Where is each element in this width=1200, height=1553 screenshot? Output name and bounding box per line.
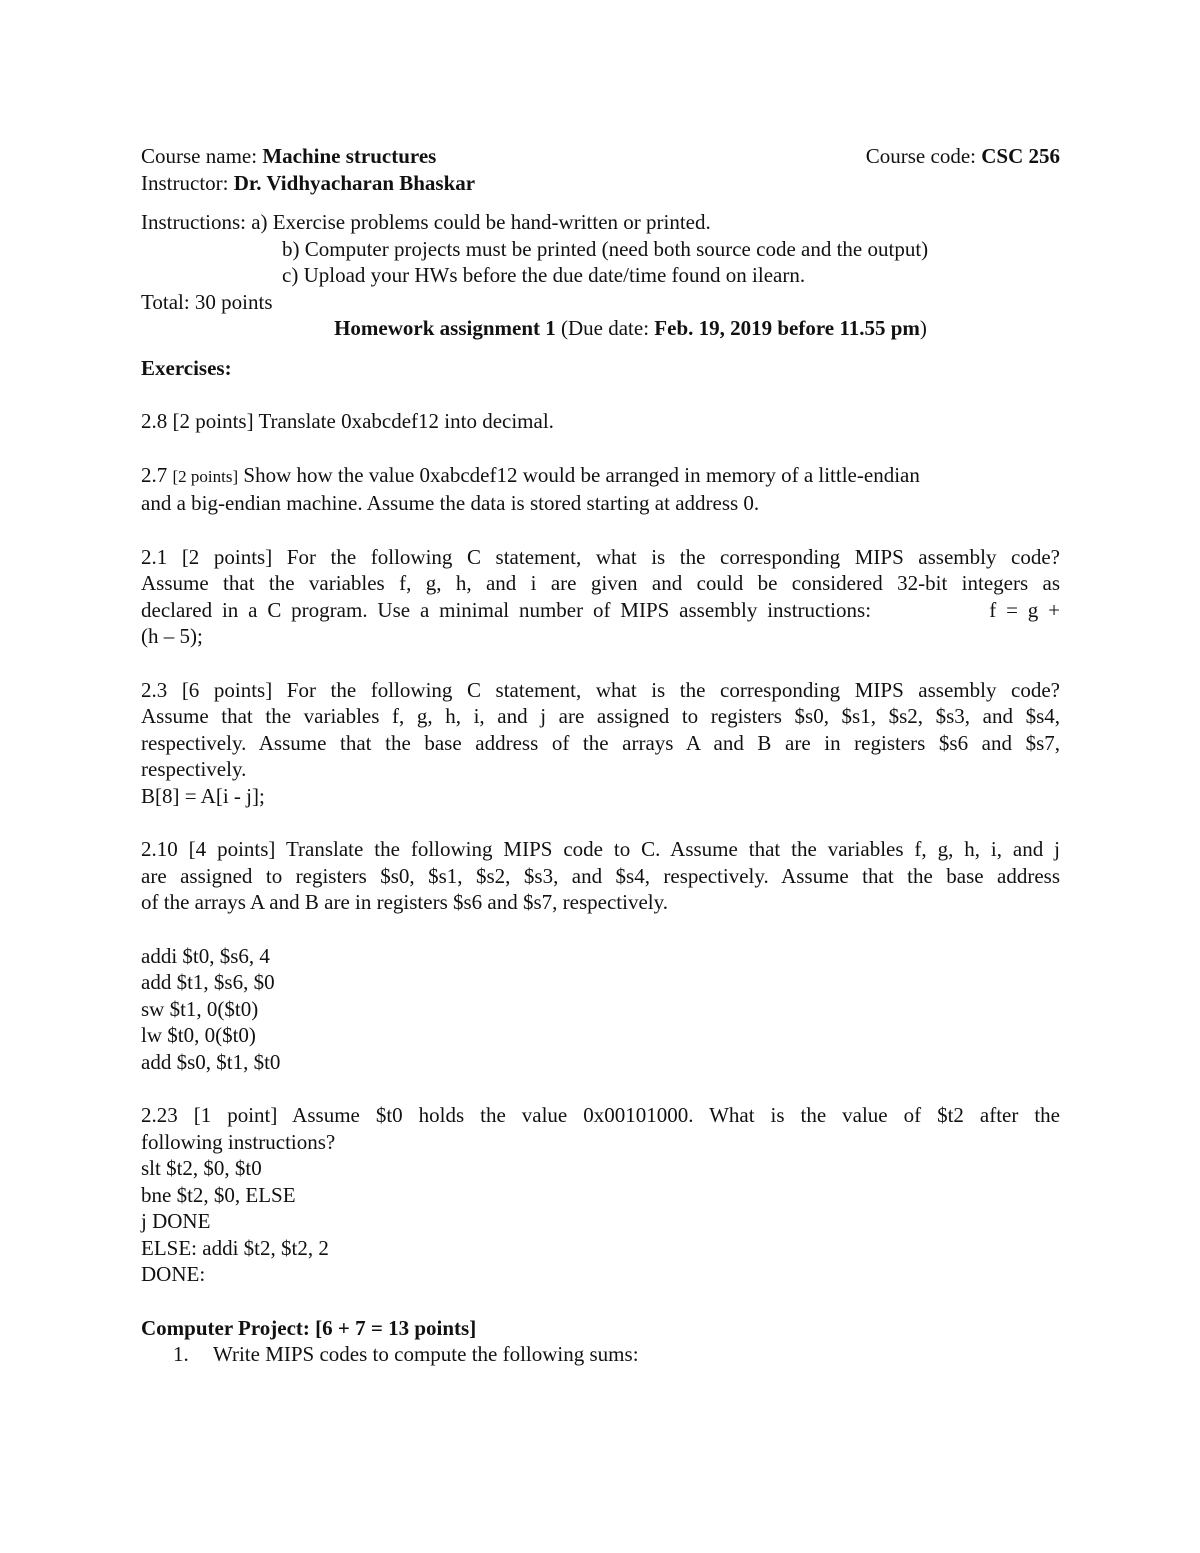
list-item [141, 1341, 1060, 1368]
course-header-row [141, 143, 1060, 170]
list-item-text: Write MIPS codes to compute the following sums: [213, 1342, 639, 1366]
due-date-value: Feb. 19, 2019 before 11.55 pm [654, 316, 920, 340]
exercise-2-1-line1: 2.1 [2 points] For the following C statement, what is the corresponding MIPS assembly code? [141, 544, 1060, 569]
code-line: add $s0, $t1, $t0 [141, 1049, 281, 1074]
course-name [141, 143, 436, 170]
code-line: addi $t0, $s6, 4 [141, 943, 270, 968]
instructor-value: Dr. Vidhyacharan Bhaskar [233, 170, 476, 195]
code-line: sw $t1, 0($t0) [141, 996, 259, 1021]
exercise-2-23-line1: 2.23 [1 point] Assume $t0 holds the value 0x00101000. What is the value of $t2 after the [141, 1103, 1060, 1127]
exercise-2-3-line4: respectively. [141, 757, 247, 781]
due-date-close: ) [919, 316, 927, 340]
exercise-2-1-line3: declared in a C program. Use a minimal number of MIPS assembly instructions: f = g + [141, 597, 1060, 622]
total-points: Total: 30 points [141, 289, 273, 314]
assignment-title-main: Homework assignment 1 [334, 316, 556, 340]
exercise-2-10-line1: 2.10 [4 points] Translate the following MIPS code to C. Assume that the variables f, g, h, i, and j [141, 837, 1060, 861]
course-name-value: Machine structures [262, 144, 437, 168]
instruction-c: c) Upload your HWs before the due date/time found on ilearn. [282, 263, 806, 287]
document-page [141, 143, 1060, 1368]
exercise-2-7-line2: and a big-endian machine. Assume the data is stored starting at address 0. [141, 491, 760, 515]
code-line: bne $t2, $0, ELSE [141, 1182, 296, 1207]
exercise-2-7-text: Show how the value 0xabcdef12 would be arranged in memory of a little-endian [238, 462, 920, 487]
code-line: lw $t0, 0($t0) [141, 1023, 256, 1047]
list-item-number: 1. [173, 1342, 189, 1366]
computer-project-points: [6 + 7 = 13 points] [315, 1315, 477, 1340]
exercise-2-3-line1: 2.3 [6 points] For the following C statement, what is the corresponding MIPS assembly code? [141, 677, 1060, 702]
exercise-2-23 [141, 1102, 1060, 1288]
course-code-value: CSC 256 [981, 144, 1060, 168]
instruction-a: Instructions: a) Exercise problems could be hand-written or printed. [141, 210, 711, 234]
code-line: DONE: [141, 1262, 206, 1286]
exercise-2-23-line2: following instructions? [141, 1129, 336, 1154]
exercise-2-1-line2: Assume that the variables f, g, h, and i are given and could be considered 32-bit integers as [141, 571, 1060, 595]
exercise-2-3-line3: respectively. Assume that the base address of the arrays A and B are in registers $s6 and $s7, [141, 730, 1060, 755]
exercise-2-7-number: 2.7 [141, 462, 173, 487]
exercise-2-1-line4: (h – 5); [141, 624, 203, 648]
code-line: slt $t2, $0, $t0 [141, 1156, 262, 1180]
exercise-2-3-line2: Assume that the variables f, g, h, i, and j are assigned to registers $s0, $s1, $s2, $s3, and $s4, [141, 704, 1060, 728]
course-code-label: Course code: [865, 144, 982, 168]
exercise-2-7-line1 [141, 462, 1060, 491]
exercise-2-8: 2.8 [2 points] Translate 0xabcdef12 into decimal. [141, 409, 554, 433]
code-line: j DONE [141, 1209, 211, 1233]
exercise-2-3 [141, 677, 1060, 810]
instructor [141, 170, 1060, 197]
course-name-label: Course name: [141, 144, 263, 168]
exercise-2-10 [141, 836, 1060, 1075]
computer-project-label: Computer Project: [141, 1315, 316, 1340]
exercise-2-1 [141, 544, 1060, 650]
exercises-heading: Exercises: [141, 355, 232, 380]
exercise-2-7-points: [2 points] [172, 466, 239, 486]
code-line: add $t1, $s6, $0 [141, 970, 275, 994]
code-line: ELSE: addi $t2, $t2, 2 [141, 1235, 329, 1260]
computer-project-heading [141, 1315, 1060, 1342]
due-date-open: (Due date: [555, 316, 655, 340]
instruction-b: b) Computer projects must be printed (need both source code and the output) [282, 236, 929, 261]
instructor-label: Instructor: [141, 170, 234, 195]
assignment-title [141, 315, 1060, 342]
exercise-2-10-line3: of the arrays A and B are in registers $s6 and $s7, respectively. [141, 890, 668, 914]
course-code [866, 143, 1060, 170]
exercise-2-3-statement: B[8] = A[i - j]; [141, 783, 265, 808]
exercise-2-10-line2: are assigned to registers $s0, $s1, $s2, $s3, and $s4, respectively. Assume that the base address [141, 863, 1060, 888]
exercise-2-7 [141, 462, 1060, 517]
